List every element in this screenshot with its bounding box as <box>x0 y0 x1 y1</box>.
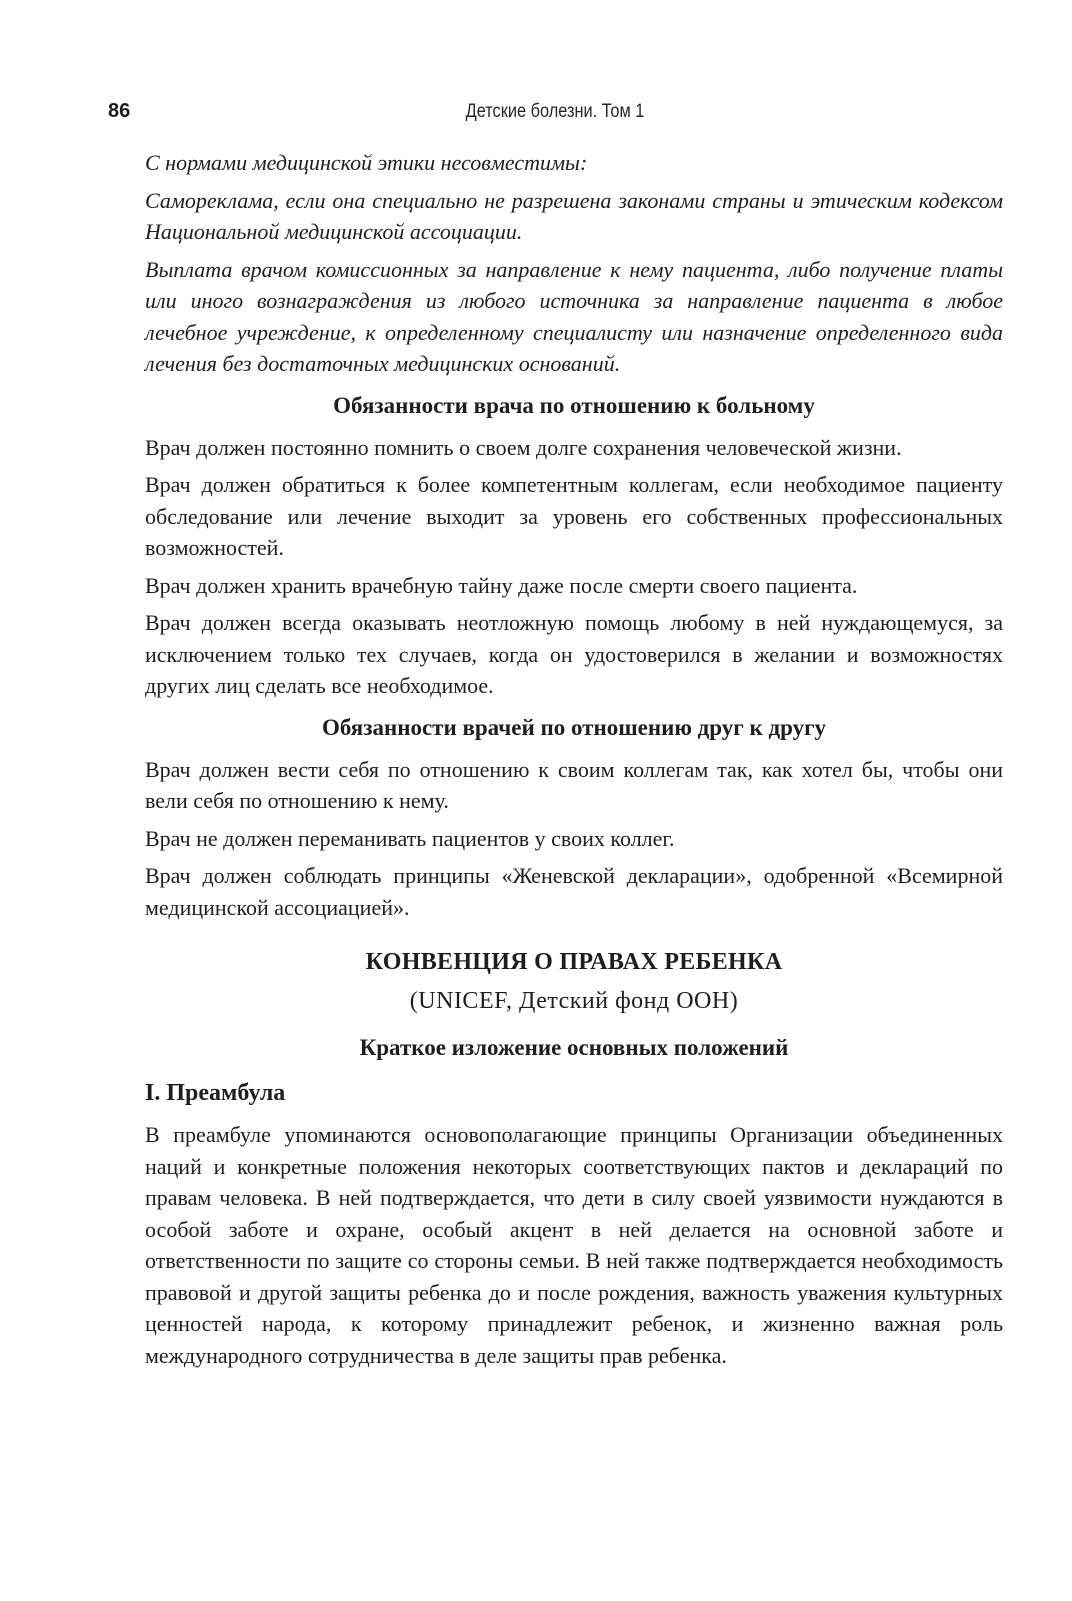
paragraph: Врач должен всегда оказывать неотложную помощь любому в ней нуждающемуся, за исключением только тех случаев, когда он удостоверился в желании и возможностях других лиц сделать все необходимое. <box>145 610 1003 698</box>
paragraph: Врач должен соблюдать принципы «Женевской декларации», одобренной «Всемирной медицинской ассоциацией». <box>145 863 1003 920</box>
running-header <box>108 100 1002 130</box>
section-heading-duties-patient: Обязанности врача по отношению к больному <box>333 392 815 418</box>
paragraph: Врач не должен переманивать пациентов у своих коллег. <box>145 825 675 851</box>
book-title: Детские болезни. Том 1 <box>465 101 645 122</box>
convention-title: КОНВЕНЦИЯ О ПРАВАХ РЕБЕНКА <box>365 949 783 975</box>
ethics-paragraph: Самореклама, если она специально не разрешена законами страны и этическим кодексом Национальной медицинской ассоциации. <box>145 187 1003 244</box>
page-body <box>145 147 1003 1377</box>
ethics-intro: С нормами медицинской этики несовместимы: <box>145 150 588 175</box>
convention-subtitle: (UNICEF, Детский фонд ООН) <box>409 988 739 1014</box>
preamble-paragraph: В преамбуле упоминаются основополагающие принципы Организации объединенных наций и конкретные положения некоторых соответствующих пактов и деклараций по правам человека. В ней подтверждается, что дети в силу своей уязвимости нуждаются в особой заботе и охране, особый акцент в ней делается на основной заботе и ответственности по защите со стороны семьи. В ней также подтверждается необходимость правовой и другой защиты ребенка до и после рождения, важность уважения культурных ценностей народа, к которому принадлежит ребенок, и жизненно важная роль международного сотрудничества в деле защиты прав ребенка. <box>145 1122 1003 1368</box>
paragraph: Врач должен вести себя по отношению к своим коллегам так, как хотел бы, чтобы они вели себя по отношению к нему. <box>145 756 1003 813</box>
summary-heading: Краткое изложение основных положений <box>359 1035 789 1060</box>
ethics-paragraph: Выплата врачом комиссионных за направление к нему пациента, либо получение платы или иного вознаграждения из любого источника за направление пациента в любое лечебное учреждение, к определенному специалисту или назначение определенного вида лечения без достаточных медицинских оснований. <box>145 256 1003 376</box>
paragraph: Врач должен постоянно помнить о своем долге сохранения человеческой жизни. <box>145 434 902 460</box>
section-heading-duties-colleagues: Обязанности врачей по отношению друг к другу <box>321 714 827 740</box>
paragraph: Врач должен хранить врачебную тайну даже после смерти своего пациента. <box>145 572 858 598</box>
page-number: 86 <box>108 100 131 122</box>
paragraph: Врач должен обратиться к более компетентным коллегам, если необходимое пациенту обследование или лечение выходит за уровень его собственных профессиональных возможностей. <box>145 472 1003 560</box>
preamble-heading: I. Преамбула <box>145 1080 286 1106</box>
